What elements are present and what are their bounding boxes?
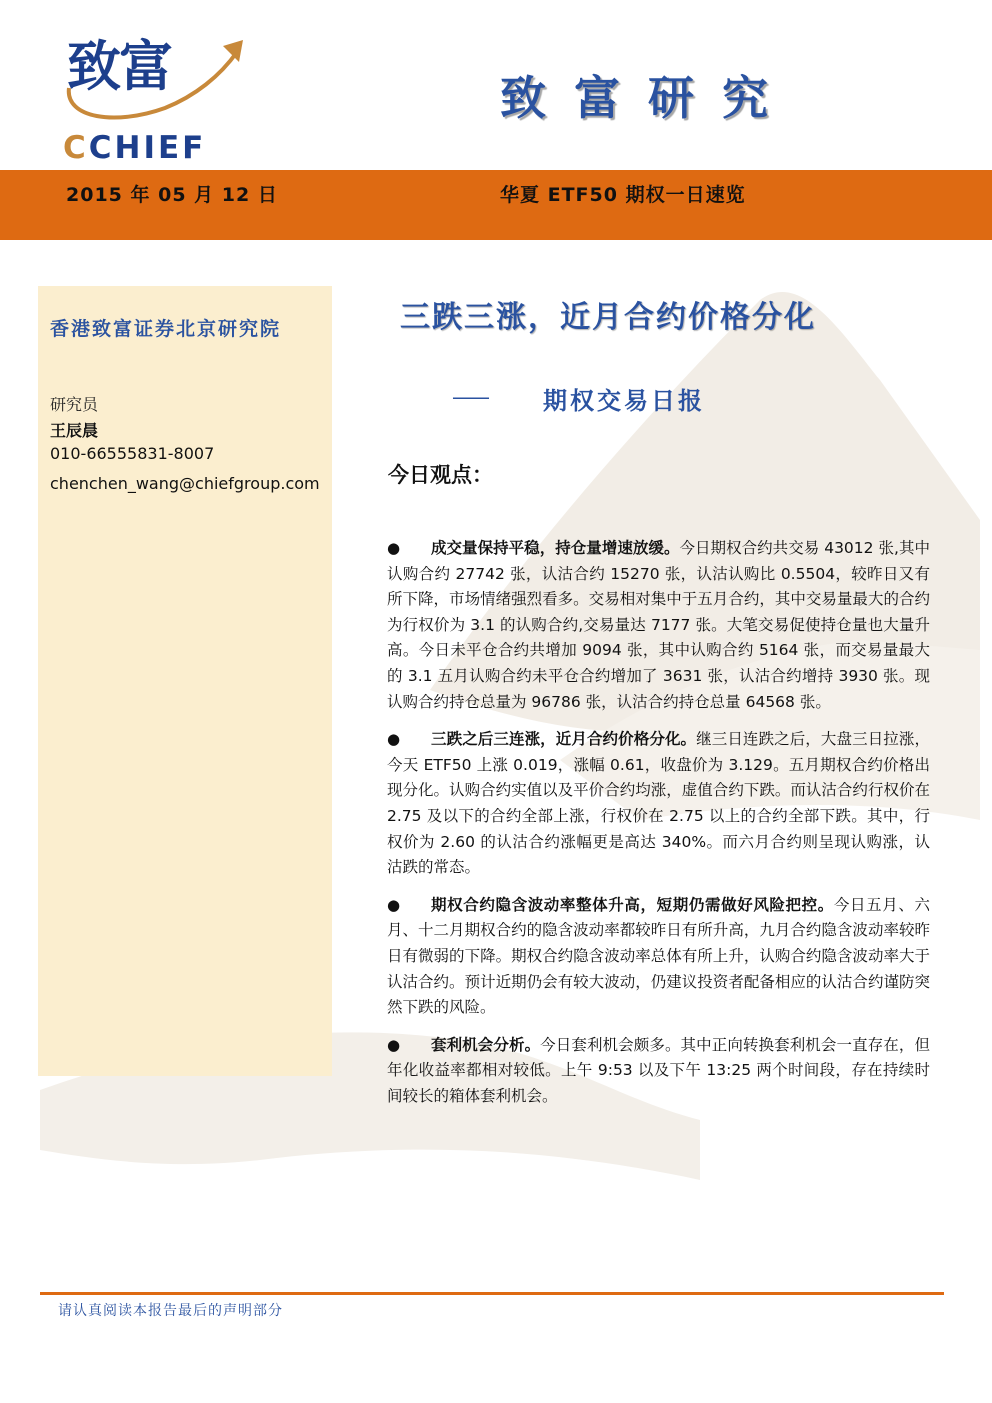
band-title: 华夏 ETF50 期权一日速览 [500, 184, 746, 206]
item-body: 今日期权合约共交易 43012 张,其中认购合约 27742 张，认沽合约 15270 张，认沽认购比 0.5504，较昨日又有所下降，市场情绪强烈看多。交易相对集中于五月合约，其中交易量最大的合约为行权价为 3.1 的认购合约,交易量达 7177 张。大笔交易促使持仓量也大量升高。今日未平仓合约共增加 9094 张，其中认购合约 5164 张，而交易量最大的 3.1 五月认购合约未平仓合约增加了 3631 张，认沽合约增持 3930 张。现认购合约持仓总量为 96786 张，认沽合约持仓总量 64568 张。 [387, 539, 930, 711]
header-band [0, 170, 992, 240]
bullet-icon: ● [387, 730, 401, 749]
bullet-icon: ● [387, 895, 401, 914]
viewpoints-list [387, 536, 930, 1121]
list-item [387, 727, 930, 881]
item-body: 今日套利机会颇多。其中正向转换套利机会一直存在，但年化收益率都相对较低。上午 9:53 以及下午 13:25 两个时间段，存在持续时间较长的箱体套利机会。 [387, 1035, 930, 1105]
item-title: 套利机会分析。 [431, 1035, 541, 1054]
header-title: 致富研究 [500, 71, 796, 125]
section-heading: 今日观点： [388, 463, 493, 487]
item-title: 期权合约隐含波动率整体升高，短期仍需做好风险把控。 [431, 895, 834, 914]
footer-divider [40, 1292, 944, 1295]
logo-chief-word: CHIEF [88, 130, 207, 166]
analyst-phone: 010-66555831-8007 [50, 444, 215, 463]
logo-english-text [63, 130, 206, 166]
analyst-email[interactable]: chenchen_wang@chiefgroup.com [50, 474, 320, 493]
bullet-icon: ● [387, 539, 401, 557]
logo-c-mark: C [63, 130, 89, 166]
sidebar-org: 香港致富证券北京研究院 [50, 318, 282, 340]
list-item [387, 1033, 930, 1110]
report-date: 2015 年 05 月 12 日 [66, 184, 278, 206]
report-subtitle: 期权交易日报 [543, 386, 705, 415]
report-title: 三跌三涨，近月合约价格分化 [400, 300, 816, 335]
item-body: 今日五月、六月、十二月期权合约的隐含波动率都较昨日有所升高，九月合约隐含波动率较昨日有微弱的下降。期权合约隐含波动率总体有所上升，认购合约隐含波动率大于认沽合约。预计近期仍会有较大波动，仍建议投资者配备相应的认沽合约谨防突然下跌的风险。 [387, 895, 930, 1017]
item-title: 成交量保持平稳，持仓量增速放缓。 [431, 539, 680, 557]
footer-disclaimer-note: 请认真阅读本报告最后的声明部分 [58, 1303, 283, 1319]
analyst-name: 王辰晨 [50, 421, 99, 440]
item-body: 继三日连跌之后，大盘三日拉涨，今天 ETF50 上涨 0.019，涨幅 0.61，收盘价为 3.129。五月期权合约价格出现分化。认购合约实值以及平价合约均涨，虚值合约下跌。而认沽合约行权价在 2.75 及以下的合约全部上涨，行权价在 2.75 以上的合约全部下跌。其中，行权价为 2.60 的认沽合约涨幅更是高达 340%。而六月合约则呈现认购涨，认沽跌的常态。 [387, 730, 930, 877]
list-item [387, 536, 930, 715]
logo-chinese-text: 致富 [67, 34, 171, 98]
item-title: 三跌之后三连涨，近月合约价格分化。 [431, 730, 697, 749]
sidebar-role: 研究员 [50, 395, 99, 414]
list-item [387, 893, 930, 1021]
chief-logo [55, 18, 255, 168]
subtitle-dash: —— [452, 385, 488, 409]
analyst-sidebar [38, 286, 332, 1076]
bullet-icon: ● [387, 1035, 401, 1054]
